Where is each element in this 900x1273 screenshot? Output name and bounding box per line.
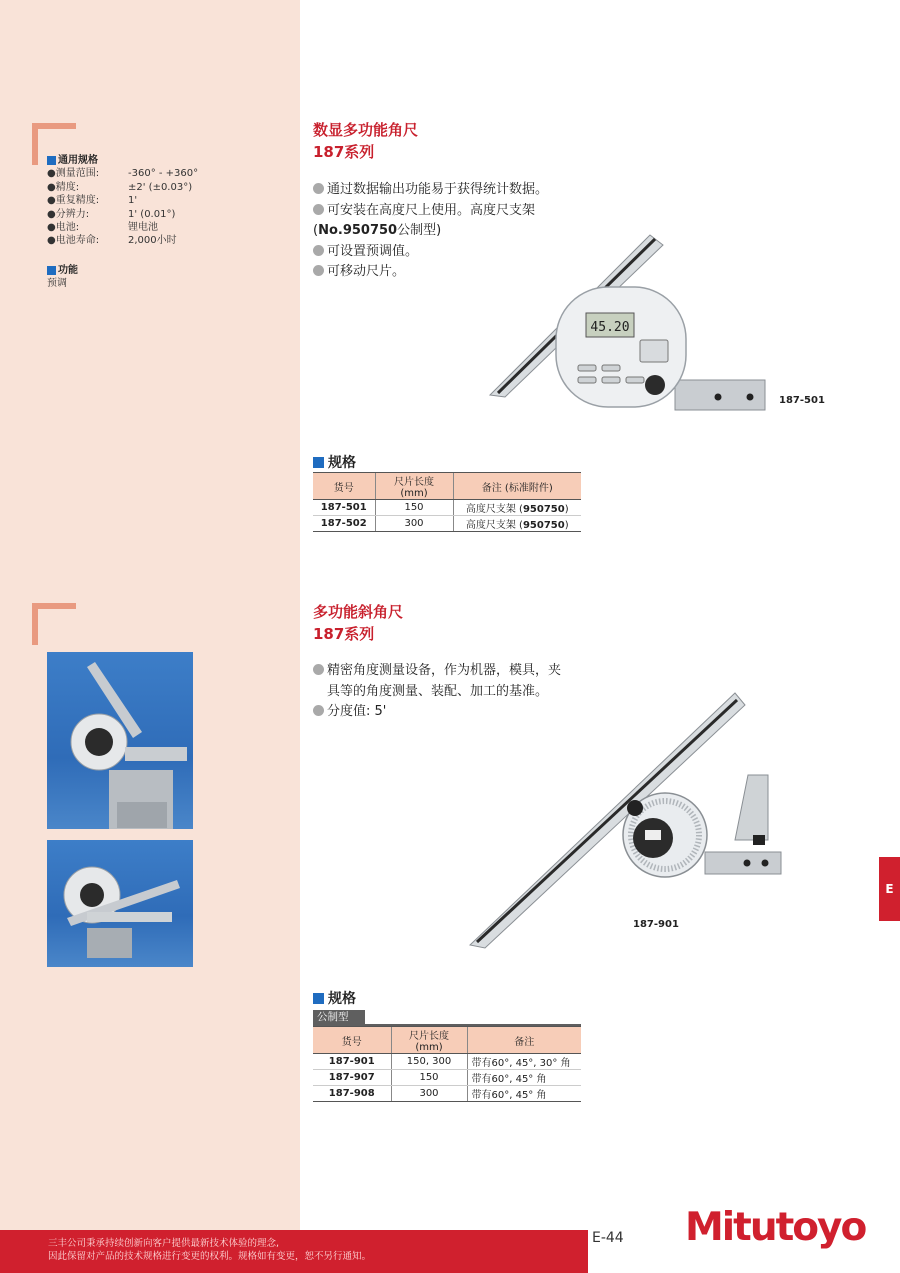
table-row: 187-901 150, 300 带有60°, 45°, 30° 角 — [313, 1054, 581, 1070]
table-header-row: 货号 尺片长度 (mm) 备注 (标准附件) — [313, 473, 581, 500]
list-item: 分度值: 5' — [313, 702, 561, 723]
model-label-187-901: 187-901 — [633, 919, 679, 930]
bullet-dot-icon — [313, 183, 324, 194]
square-bullet-icon — [313, 457, 324, 468]
bullet-dot-icon — [313, 265, 324, 276]
list-item: 通过数据输出功能易于获得统计数据。 — [313, 180, 548, 201]
list-item: (No.950750公制型) — [313, 223, 442, 238]
product1-spec-heading: 规格 — [313, 452, 356, 472]
list-item: 精密角度测量设备，作为机器，模具，夹 — [313, 661, 561, 682]
spec-row: ●电池寿命: 2,000小时 — [47, 235, 177, 247]
digital-protractor-image — [480, 225, 780, 420]
table-row: 187-502 300 高度尺支架 (950750) — [313, 516, 581, 532]
product2-title: 多功能斜角尺 187系列 — [313, 603, 404, 643]
spec-row: ●电池: 锂电池 — [47, 222, 158, 234]
table-row: 187-908 300 带有60°, 45° 角 — [313, 1086, 581, 1102]
square-bullet-icon — [47, 156, 56, 165]
brand-logo: Mitutoyo — [685, 1205, 866, 1250]
spec-row: ●重复精度: 1' — [47, 195, 138, 207]
product1-spec-table — [313, 472, 581, 532]
section-bracket-2 — [32, 603, 76, 645]
function-value: 预调 — [47, 278, 67, 290]
square-bullet-icon — [47, 266, 56, 275]
bullet-dot-icon — [313, 245, 324, 256]
table-row: 187-501 150 高度尺支架 (950750) — [313, 500, 581, 516]
product2-spec-table — [313, 1026, 581, 1102]
product-photo-2 — [47, 840, 193, 967]
spec-row: ●精度: ±2' (±0.03°) — [47, 181, 193, 193]
bullet-dot-icon — [313, 664, 324, 675]
bullet-dot-icon — [313, 204, 324, 215]
lcd-display-text: 45.20 — [590, 320, 630, 335]
metric-type-tab: 公制型 — [313, 1010, 365, 1025]
spec-row: ●测量范围: -360° - +360° — [47, 168, 199, 180]
table-header-row: 货号 尺片长度 (mm) 备注 — [313, 1027, 581, 1054]
product2-spec-heading: 规格 — [313, 988, 356, 1008]
spec-row: ●分辨力: 1' (0.01°) — [47, 208, 176, 220]
function-block — [47, 264, 78, 291]
page-number: E-44 — [592, 1230, 624, 1246]
square-bullet-icon — [313, 993, 324, 1004]
model-label-187-501: 187-501 — [779, 395, 825, 406]
list-item: 可设置预调值。 — [313, 242, 548, 263]
function-heading: 功能 — [47, 264, 78, 277]
product1-title: 数显多功能角尺 187系列 — [313, 121, 419, 161]
bullet-dot-icon — [313, 705, 324, 716]
list-item: 可移动尺片。 — [313, 262, 548, 283]
general-spec-heading: 通用规格 — [47, 154, 287, 167]
general-spec — [47, 154, 287, 248]
list-item: 具等的角度测量、装配、加工的基准。 — [327, 683, 549, 699]
product-photo-1 — [47, 652, 193, 829]
table-row: 187-907 150 带有60°, 45° 角 — [313, 1070, 581, 1086]
bevel-protractor-image — [465, 690, 785, 950]
footer-disclaimer: 三丰公司秉承持续创新向客户提供最新技术体验的理念, 因此保留对产品的技术规格进行变更的权利。规格如有变更，恕不另行通知。 — [48, 1238, 372, 1262]
list-item: 可安装在高度尺上使用。高度尺支架 — [313, 201, 548, 222]
section-tab-e[interactable]: E — [879, 857, 900, 921]
